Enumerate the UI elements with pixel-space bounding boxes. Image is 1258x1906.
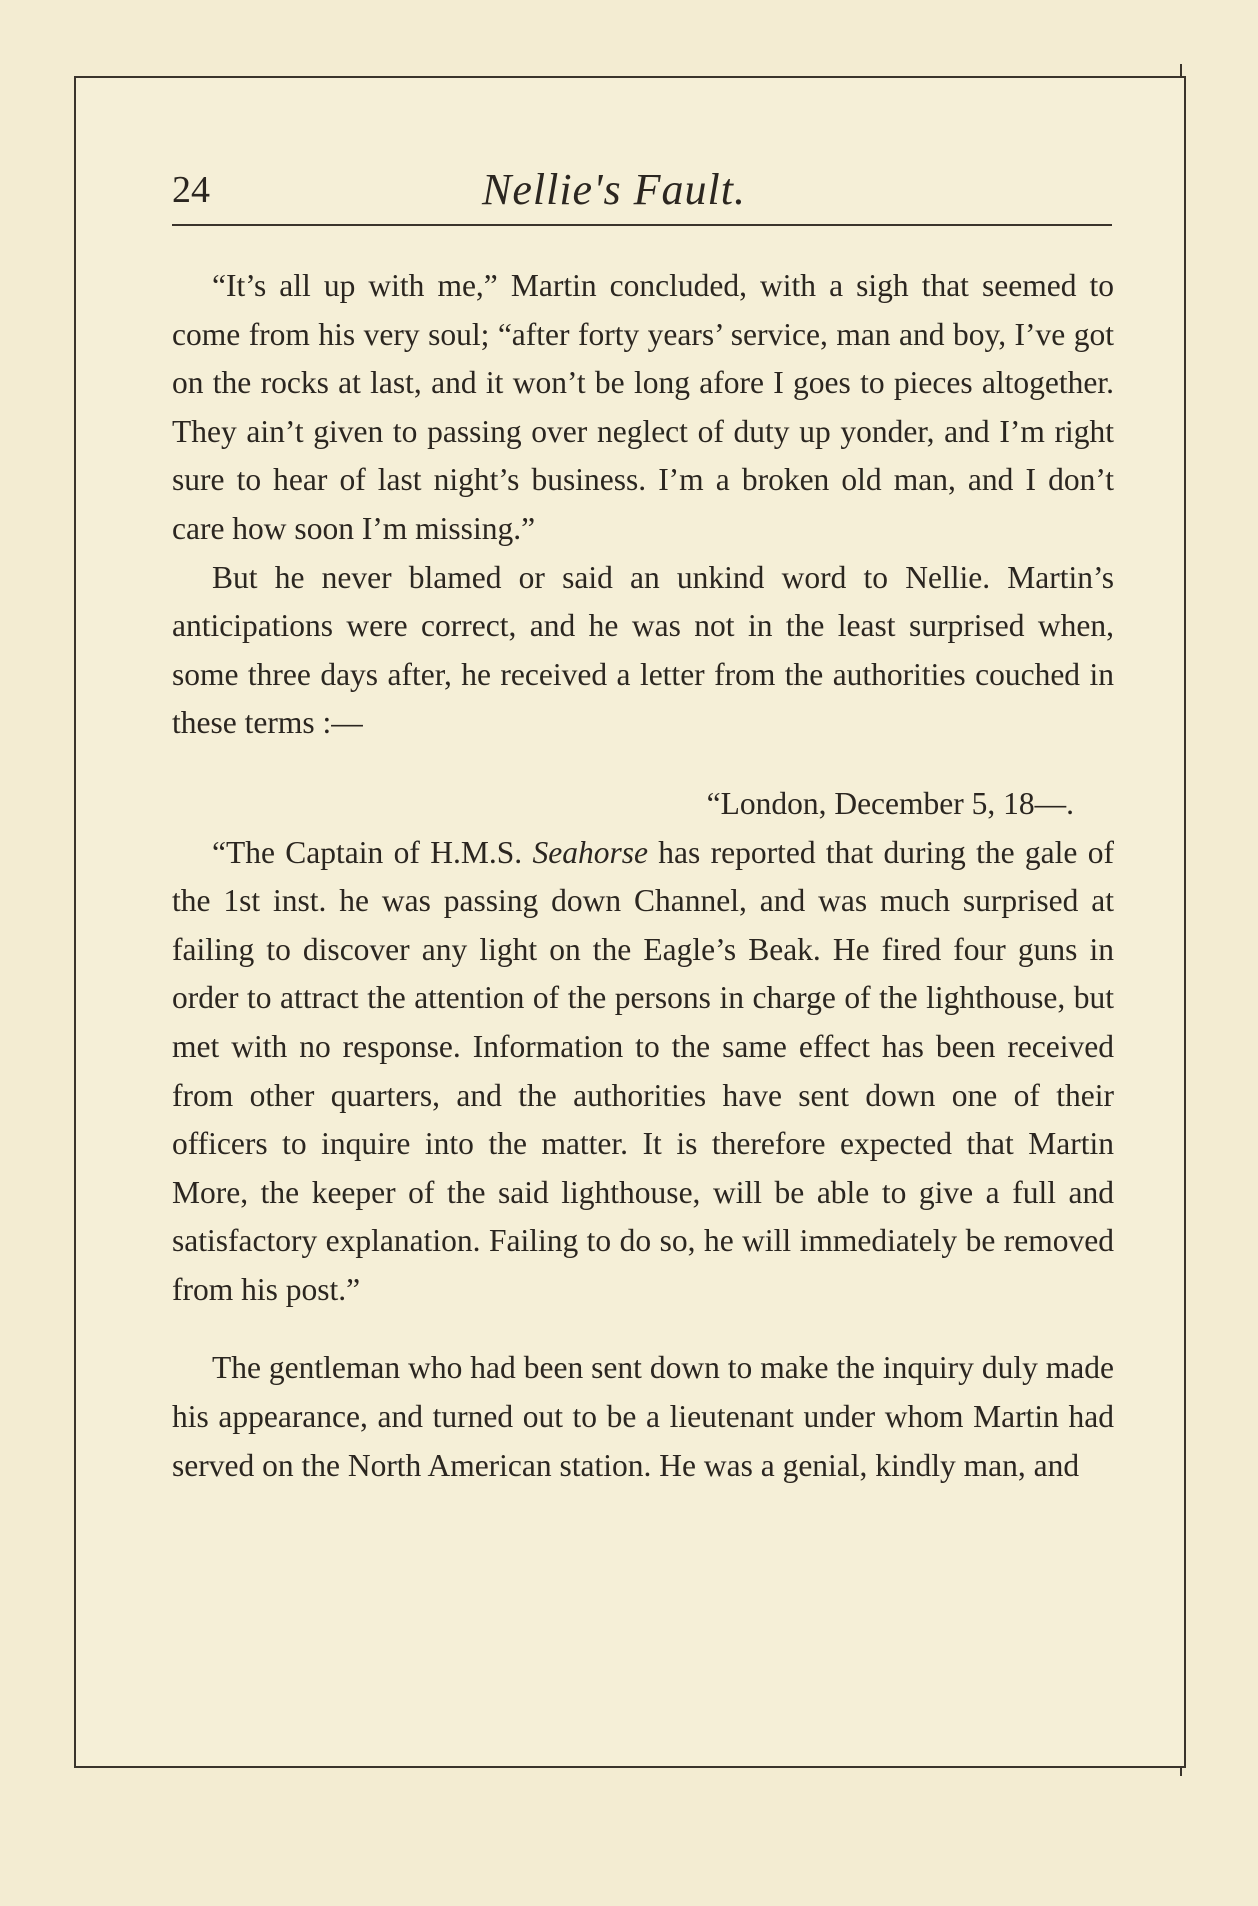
ship-name: Seahorse [532,834,648,870]
paragraph-martin-speech: “It’s all up with me,” Martin concluded, with a sigh that seemed to come from his very soul; “after forty years’ service, man and boy, I’ve got on the rocks at last, and it won’t be long afore I goes to pieces altogether. They ain’t given to passing over neglect of duty up yonder, and I’m right sure to hear of last night’s business. I’m a broken old man, and I don’t care how soon I’m missing.” [172,268,1114,546]
letter-text-rest: has reported that during the gale of the 1st inst. he was passing down Channel, and was much surprised at failing to discover any light on the Eagle’s Beak. He fired four guns in order to attract the attention of the persons in charge of the lighthouse, but met with no response. Information to the same effect has been received from other quarters, and the authorities have sent down one of their officers to inquire into the matter. It is therefore expected that Martin More, the keeper of the said lighthouse, will be able to give a full and satisfactory explanation. Failing to do so, he will immediately be removed from his post.” [172,834,1114,1307]
page-header [172,165,1112,228]
running-title: Nellie's Fault. [482,165,746,214]
letter-text-start: “The Captain of H.M.S. [212,834,533,870]
letter-body [172,829,1114,1315]
text-block [172,262,1114,1490]
letter-dateline: “London, December 5, 18—. [706,785,1074,821]
header-rule [172,224,1112,226]
paragraph-anticipations: But he never blamed or said an unkind word to Nellie. Martin’s anticipations were correct, and he was not in the least surprised when, some three days after, he received a letter from the authorities couched in these terms :— [172,559,1114,741]
paragraph-inquiry: The gentleman who had been sent down to make the inquiry duly made his appearance, and turned out to be a lieutenant under whom Martin had served on the North American station. He was a genial, kindly man, and [172,1350,1114,1483]
page-number: 24 [172,169,210,211]
